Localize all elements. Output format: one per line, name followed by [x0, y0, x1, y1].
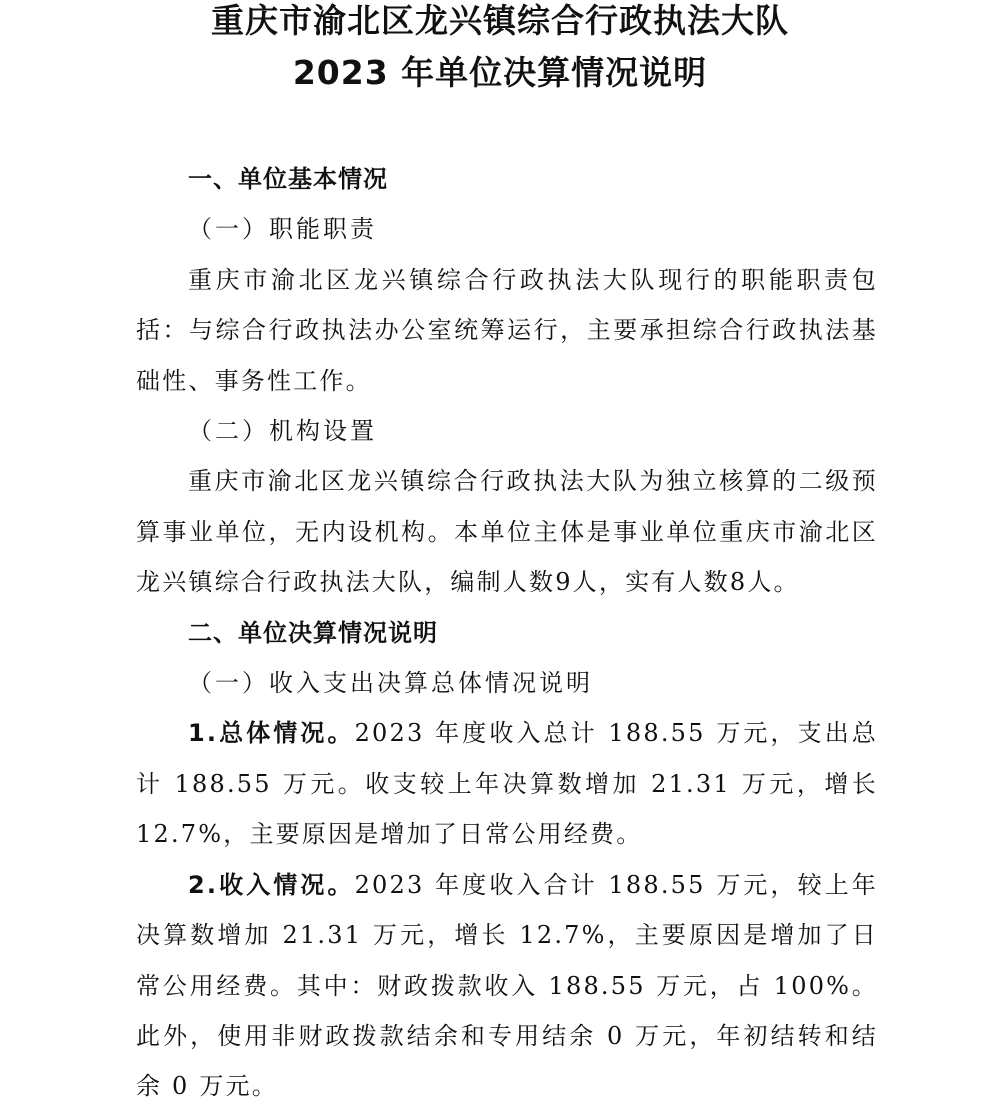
duties-paragraph: 重庆市渝北区龙兴镇综合行政执法大队现行的职能职责包括：与综合行政执法办公室统筹运行，主要承担综合行政执法基础性、事务性工作。: [136, 265, 878, 395]
overall-situation-label: 1.总体情况。: [188, 719, 355, 748]
section2-sub1-heading: （一）收入支出决算总体情况说明: [188, 669, 593, 698]
overall-situation-text: 2023 年度收入总计 188.55 万元，支出总计 188.55 万元。收支较上年决算数增加 21.31 万元，增长 12.7%，主要原因是增加了日常公用经费。: [136, 719, 878, 849]
overall-situation-paragraph: [136, 708, 878, 859]
income-situation-paragraph: [136, 860, 878, 1112]
organization-paragraph: 重庆市渝北区龙兴镇综合行政执法大队为独立核算的二级预算事业单位，无内设机构。本单位主体是事业单位重庆市渝北区龙兴镇综合行政执法大队，编制人数9人，实有人数8人。: [136, 467, 878, 597]
section1-sub2-heading: （二）机构设置: [188, 417, 377, 446]
section2-heading: 二、单位决算情况说明: [188, 618, 438, 647]
income-situation-label: 2.收入情况。: [188, 870, 355, 899]
income-situation-text: 2023 年度收入合计 188.55 万元，较上年决算数增加 21.31 万元，增长 12.7%，主要原因是增加了日常公用经费。其中：财政拨款收入 188.55 万元，占 100%。此外，使用非财政拨款结余和专用结余 0 万元，年初结转和结余 0 万元。: [136, 870, 878, 1101]
document-title-line2: 2023 年单位决算情况说明: [292, 53, 708, 92]
document-body: [136, 154, 878, 1112]
section1-sub1-heading: （一）职能职责: [188, 215, 377, 244]
document-title-line1: 重庆市渝北区龙兴镇综合行政执法大队: [211, 1, 789, 40]
section1-heading: 一、单位基本情况: [188, 165, 388, 193]
